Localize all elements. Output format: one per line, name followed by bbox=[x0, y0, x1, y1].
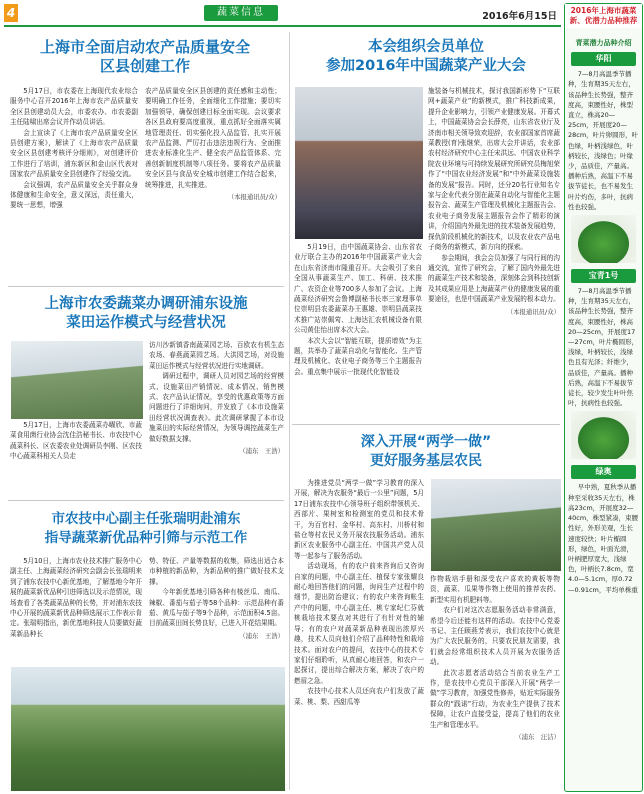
headline-line: 上海市全面启动农产品质量安全 bbox=[39, 38, 250, 56]
paragraph: 会议强调，农产品质量安全关乎群众身体健康和生命安全，意义深远，责任重大，要统一思想，增强 bbox=[10, 180, 138, 210]
headline-line: 更好服务基层农民 bbox=[370, 453, 482, 469]
variety-name: 绿奥 bbox=[571, 465, 636, 479]
masthead bbox=[4, 3, 561, 27]
paragraph: 访川沙新镇香南蔬菜园艺场、百欧农有机生态农场、春燕蔬菜园艺场、大洪园艺场，对设施菜田运作模式与经营状况进行实地调研。 bbox=[149, 341, 284, 370]
photo-field-research bbox=[10, 340, 144, 420]
paragraph: 参会期间，我会会员加强了与同行间的沟通交流，宣传了研究会，了解了国内外最先进的蔬菜生产技术和装备，深刻体会到科技创新及其成果应用是上海蔬菜产业的健康发展的重要途径，也是中国蔬菜产业发展的根本动力。 bbox=[428, 253, 560, 304]
paragraph: 5月10日，上海市农业技术推广服务中心副主任、上海蔬菜经济研究会副会长张瑞明来到了浦东农技中心新优基地，了解基地今年开展的蔬菜新优品种引进筛选以及示范情况，现场查看了各类蔬菜品种的长势，并对浦东农技中心开展的蔬菜新优品种筛选展示工作表示肯定。张瑞明指出，新优基地科技人员要做好蔬菜新品种长 bbox=[10, 557, 142, 638]
byline: （本报通讯员/众） bbox=[506, 307, 560, 316]
headline-line: 本会组织会员单位 bbox=[368, 39, 484, 55]
article-body-col bbox=[428, 86, 560, 316]
headline-line: 参加2016年中国蔬菜产业大会 bbox=[326, 58, 526, 74]
article-vegetable-congress bbox=[292, 38, 560, 76]
headline-line: 指导蔬菜新优品种引筛与示范工作 bbox=[44, 530, 248, 546]
headline-line: 菜田运作模式与经营状况 bbox=[66, 315, 226, 331]
byline: （本报通讯员/众） bbox=[227, 193, 281, 202]
article-two-studies bbox=[292, 433, 560, 471]
article-body-col bbox=[149, 556, 284, 640]
variety-description: 7—8月高温季节播种，生育期35天左右，该品种生长势强，整齐度高，束腰性好，株型直立，株高20—25cm，开展度20—28cm，叶片卵圆形，叶色绿，叶柄浅绿色，叶柄较长，浅绿色；叶缘少，品质佳，产量高。播种后熟，高温下不易拔节徒长，也不易发生叶片灼伤，多叶，抗病性也较强。 bbox=[568, 70, 639, 211]
paragraph: 调研过程中，调研人员对园艺场的经营模式、设施菜田产销情况、成本情况、销售模式、农产品认证情况，享受的优惠政策等方面问题进行了详细询问，并发放了《本市设施菜田经营状况调查表》。此次调研掌握了本市设施菜田的实际经营情况，为领导调控蔬菜生产做好数据支撑。 bbox=[149, 372, 284, 443]
variety-card bbox=[565, 465, 642, 594]
article-body-col bbox=[10, 556, 142, 639]
paragraph: 为推进党员“两学一做”学习教育的深入开展，解决为农服务“最后一公里”问题，5月17日浦东农技中心领导班子组织带领机关、西部片、果树室和检测室的党员和技术骨干，为百官村、金华村、高东村、川桥村和盐仓等村农民义务开展农技服务活动。浦东新区农业服务中心副主任、中国共产党人员等一起参与了服务活动。 bbox=[294, 479, 424, 560]
article-headline bbox=[10, 38, 280, 76]
variety-card bbox=[565, 269, 642, 459]
article-body-col bbox=[294, 478, 424, 707]
article-headline bbox=[8, 510, 284, 548]
article-variety-screening bbox=[8, 510, 284, 548]
paragraph: 5月17日，市农委在上海现代农业综合服务中心召开2016年上海市农产品质量安全区县创建动员大会，市委农办、市农委副主任陆啸出席会议并作动员讲话。 bbox=[10, 87, 138, 127]
variety-name: 宝青1号 bbox=[571, 269, 636, 283]
paragraph: 农户们对这次志愿服务活动非常满意，希望今后还能有这样的活动。农技中心党委书记、主任顾燕芳表示，我们农技中心就是为广大农民服务的，只要农民朋友需要，我们就会经常组织技术人员开展为农服务活动。 bbox=[430, 606, 560, 667]
headline-line: 深入开展“两学一做” bbox=[360, 434, 492, 450]
paragraph: 活动现场，有的农户前来咨询后又咨询自家的问题，中心副主任、植保专家张耀良耐心地回答他们的问题，询问生产过程中的细节，提出防治建议；有的农户来咨询帐生产中的问题，中心副主任、桃专家纪仁芬就桃栽培技术要点对其进行了有针对性的辅导；有的农户对蔬菜新品种表现出浓厚兴趣，技术人员向他们介绍了品种特性和栽培技术。面对农户的提问，农技中心的技术专家们仔细聆听，从真耐心地回答，和农户一起探讨，提出综合解决方案，解决了农户的燃眉之急。 bbox=[294, 562, 424, 685]
headline-line: 市农技中心副主任张瑞明赴浦东 bbox=[51, 511, 241, 527]
paragraph: 本次大会以“智能互联，提质增效”为主题，共举办了蔬菜自动化与智能化、生产管理及机械化、农业电子商务等三个主题报告会。重点集中展示一批现代化智能设 bbox=[294, 336, 422, 376]
article-body-col bbox=[430, 574, 560, 741]
photo-greenhouse bbox=[10, 666, 286, 792]
headline-line: 上海市农委蔬菜办调研浦东设施 bbox=[44, 296, 248, 312]
photo-volunteer-service bbox=[430, 478, 562, 572]
byline: （浦东 王浩） bbox=[239, 447, 284, 456]
article-pudong-research bbox=[8, 295, 284, 333]
paragraph: 施装备与机械技术，探讨我国新形势下“互联网+蔬菜产业”的新模式，推广科技新成果，提升企业影响力，引领产业健康发展。开幕式上，中国蔬菜协会会长薛亮，山东省农业厅及济南市相关领导致欢迎辞，农业部国家首席蔬菜教授(育)张继荣，出席大会并讲话，农业部农村经济研究中心主任宋洪远、中国农业科学院农业环境与可持续发展研究所研究员梅旭荣作了“中国农业经济发展”和“中外蔬菜设施装备的发展”报告。同时，还分20名行业知名专家与企业代表分别在蔬菜自动化与智能化主题报告会、蔬菜生产管理及机械化主题报告会、农业电子商务发展主题报告会作了精彩的演讲，介绍国内外最先进的技术装备发展趋势，探仇阶段机械化的新技术，以及农业农产品电子商务的新模式，新方向的探索。 bbox=[428, 87, 560, 252]
sidebar-variety-recommendations bbox=[564, 3, 643, 792]
paragraph: 5月17日，上海市农委蔬菜办曜欣、市蔬菜食用菌行业协会沈佳浩秘书长、市农技中心蔬菜科长、区农委农业处调研员李刚、区农技中心蔬菜科相关人员走 bbox=[10, 421, 142, 461]
paragraph: 会上宣读了《上海市农产品质量安全区县创建方案》，解读了《上海市农产品质量安全区县创建考核评分细则》，对创建评价工作进行了培训，浦东新区和金山区代表对国家农产品质量安全县创建作了经验交流。 bbox=[10, 128, 138, 179]
paragraph: 今年新优基地引筛各种有棱丝瓜、南瓜、辣椒、番茄与茄子等58个品种：示范品种有番茄、黄瓜与茄子等9个品种，示范面积4.5亩。目前蔬菜田间长势良好，已进入开花结果期。 bbox=[149, 588, 284, 628]
photo-vegetable bbox=[571, 411, 636, 459]
variety-description: 早中熟，夏秋季从播种至采收35天左右，株高23cm，开展度32—40cm，株型紧凑，束腰性好，外形美观，生长速度较快；叶片椭圆形，绿色，叶面光滑，叶柄肥厚宽大，浅绿色，叶柄长7.8cm，宽4.0—5.1cm，厚0.72—0.91cm，平均单株重 bbox=[568, 483, 639, 594]
paragraph: 势、特征、产量等数据的收集，筛选出适合本市种植的新品种，为新品种的推广做好技术支撑。 bbox=[149, 557, 284, 586]
headline-line: 区县创建工作 bbox=[99, 57, 190, 75]
sidebar-subtitle: 青菜潜力品种介绍 bbox=[575, 39, 632, 47]
variety-name: 华阳 bbox=[571, 52, 636, 66]
article-quality-safety bbox=[10, 38, 280, 76]
photo-vegetable bbox=[571, 215, 636, 263]
article-body-col bbox=[294, 242, 422, 377]
article-body-col bbox=[149, 340, 284, 455]
article-headline bbox=[8, 295, 284, 333]
byline: （浦东 汪洁） bbox=[515, 733, 560, 742]
sidebar-banner: 2016年上海市蔬菜新、优潜力品种推荐 bbox=[565, 4, 642, 28]
byline: （浦东 王浩） bbox=[239, 631, 284, 640]
variety-description: 7—8月高温季节播种，生育期35天左右，该品种生长势强，整齐度高，束腰性好，株高20—25cm，开展度17—27cm，叶片椭圆形，浅绿，叶柄较长，浅绿色且有光泽；纤维少，品质佳，产量高。播种后熟，高温下不易拔节徒长，较少发生叶叶焦叶，抗病性也较强。 bbox=[568, 287, 639, 408]
article-headline bbox=[292, 38, 560, 76]
article-body-col bbox=[10, 86, 138, 211]
paragraph: 5月19日，由中国蔬菜协会、山东省农业厅联合主办的2016年中国蔬菜产业大会在山东省济南市隆重召开。大会吸引了来自全国从事蔬菜生产、加工、科研、技术推广、农资企业等700多人参加了会议。上海蔬菜经济研究会鲁博副秘书长率三家理事单位崇明县农委蔬菜办王惠雄、崇明县蔬菜技术推广站崇佩莺、上海达汇农机械设备有限公司黄佳怡出席本次大会。 bbox=[294, 243, 422, 335]
section-name: 蔬菜信息 bbox=[217, 7, 265, 18]
photo-conference-group bbox=[294, 86, 424, 240]
page-number: 4 bbox=[4, 4, 18, 22]
paragraph: 此次志愿者活动结合当前农业生产工作，是农技中心党员干部深入开展“两学一做”学习教育，加强党性修养，贴近实际服务群众的“践诺”行动，为农业生产提供了技术保障，让农户直接受益，提高了他们的农业生产和管理水平。 bbox=[430, 668, 560, 729]
paragraph: 农产品质量安全区县创建的责任感和主动性；要明确工作任务，全面细化工作措施；要切实加强领导，确保创建目标全面实现。会议要求各区县政府要高度重视，重点抓好全面落实属地管理责任、切实强化投入品监管、扎实开展农产品监测、严厉打击违法违规行为、全面推进农业标准化生产、健全农产品监管体系、完善创新制度机制等八项任务。要将农产品质量安全区县与食品安全城市创建工作结合起来，统筹推进，扎实推进。 bbox=[145, 87, 281, 189]
article-body-col bbox=[10, 420, 142, 462]
article-body-col bbox=[145, 86, 281, 201]
paragraph: 作物栽培手册和深受农户喜欢的黄板等物资，蔬菜、瓜果等作物上使用的推荐农药、新型实用有机肥料等。 bbox=[430, 575, 560, 604]
paragraph: 农技中心技术人员还向农户们发放了蔬菜、桃、梨、西甜瓜等 bbox=[294, 687, 424, 706]
issue-date: 2016年6月15日 bbox=[482, 11, 557, 22]
variety-card bbox=[565, 52, 642, 263]
article-headline bbox=[292, 433, 560, 471]
